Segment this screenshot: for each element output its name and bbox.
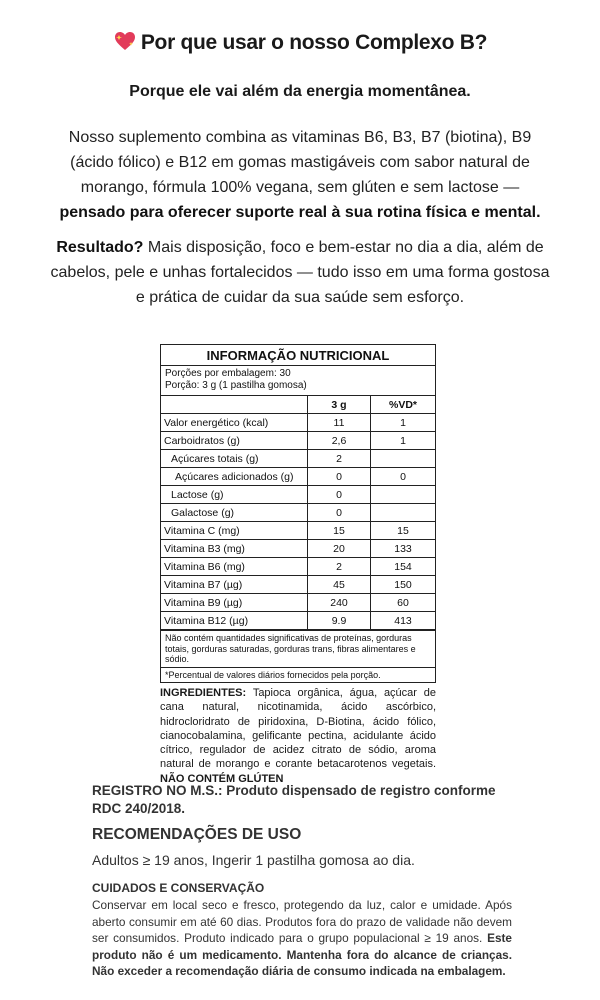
column-vd: %VD* xyxy=(371,396,436,414)
sparkling-heart-icon xyxy=(113,30,137,52)
table-row: Vitamina B9 (µg) 240 60 xyxy=(161,594,435,612)
section-heading xyxy=(0,30,600,55)
description-text: Nosso suplemento combina as vitaminas B6, B3, B7 (biotina), B9 (ácido fólico) e B12 em gomas mastigáveis com sabor natural de morango, fórmula 100% vegana, sem glúten e sem lactose — xyxy=(68,129,532,196)
nutrition-table xyxy=(160,344,436,683)
care-title: CUIDADOS E CONSERVAÇÃO xyxy=(92,881,265,895)
registration-text: REGISTRO NO M.S.: Produto dispensado de registro conforme RDC 240/2018. xyxy=(92,783,496,816)
ingredients-label: INGREDIENTES: xyxy=(160,687,247,699)
table-row: Vitamina C (mg) 15 15 xyxy=(161,522,435,540)
ingredients-text: Tapioca orgânica, água, açúcar de cana natural, nicotinamida, ácido ascórbico, hidrocloridrato de piridoxina, D-Biotina, ácido fólico, cianocobalamina, gelificante pectina, acidulante ácido cítrico, regulador de acidez citrato de sódio, aroma natural de morango e corante betacarotenos vegetais. xyxy=(160,687,437,771)
care-text: Conservar em local seco e fresco, protegendo da luz, calor e umidade. Após aberto consumir em até 60 dias. Produtos fora do prazo de validade não devem ser consumidos. Produto indicado para o grupo populacional ≥ 19 anos. xyxy=(92,898,512,945)
ingredients-block xyxy=(160,686,436,786)
nutrition-values xyxy=(161,396,435,630)
table-row: Valor energético (kcal) 11 1 xyxy=(161,414,435,432)
nutrition-footnote: *Percentual de valores diários fornecidos pela porção. xyxy=(161,667,435,683)
gluten-warning: NÃO CONTÉM GLÚTEN xyxy=(160,772,284,785)
recommendations-text: Adultos ≥ 19 anos, Ingerir 1 pastilha gomosa ao dia. xyxy=(92,852,415,868)
description-bold: pensado para oferecer suporte real à sua rotina física e mental. xyxy=(59,204,541,221)
recommendations-title: RECOMENDAÇÕES DE USO xyxy=(92,826,302,843)
table-row: Carboidratos (g) 2,6 1 xyxy=(161,432,435,450)
table-row: Açúcares adicionados (g) 0 0 xyxy=(161,468,435,486)
care-warning: Este produto não é um medicamento. Mantenha fora do alcance de crianças. Não exceder a recomendação diária de consumo indicada na embalagem. xyxy=(92,931,512,978)
nutrition-title: INFORMAÇÃO NUTRICIONAL xyxy=(161,345,435,366)
care-block xyxy=(92,897,512,980)
table-row: Vitamina B12 (µg) 9.9 413 xyxy=(161,612,435,630)
nutrition-header-row xyxy=(161,396,435,414)
description-paragraph xyxy=(50,125,550,225)
heading-text: Por que usar o nosso Complexo B? xyxy=(140,31,488,54)
result-label: Resultado? xyxy=(56,239,144,256)
portion-size: Porção: 3 g (1 pastilha gomosa) xyxy=(165,380,307,391)
subtitle: Porque ele vai além da energia momentânea. xyxy=(129,83,471,100)
table-row: Vitamina B6 (mg) 2 154 xyxy=(161,558,435,576)
nutrition-portions xyxy=(161,366,435,396)
portions-per-package: Porções por embalagem: 30 xyxy=(165,368,291,379)
column-portion: 3 g xyxy=(308,396,371,414)
result-text: Mais disposição, foco e bem-estar no dia a dia, além de cabelos, pele e unhas fortalecidos — tudo isso em uma forma gostosa e prática de cuidar da sua saúde sem esforço. xyxy=(50,239,550,306)
result-paragraph xyxy=(50,235,550,310)
table-row: Açúcares totais (g) 2 xyxy=(161,450,435,468)
table-row: Galactose (g) 0 xyxy=(161,504,435,522)
table-row: Vitamina B7 (µg) 45 150 xyxy=(161,576,435,594)
table-row: Vitamina B3 (mg) 20 133 xyxy=(161,540,435,558)
table-row: Lactose (g) 0 xyxy=(161,486,435,504)
nutrition-note: Não contém quantidades significativas de proteínas, gorduras totais, gorduras saturadas, gorduras trans, fibras alimentares e sódio. xyxy=(161,630,435,667)
